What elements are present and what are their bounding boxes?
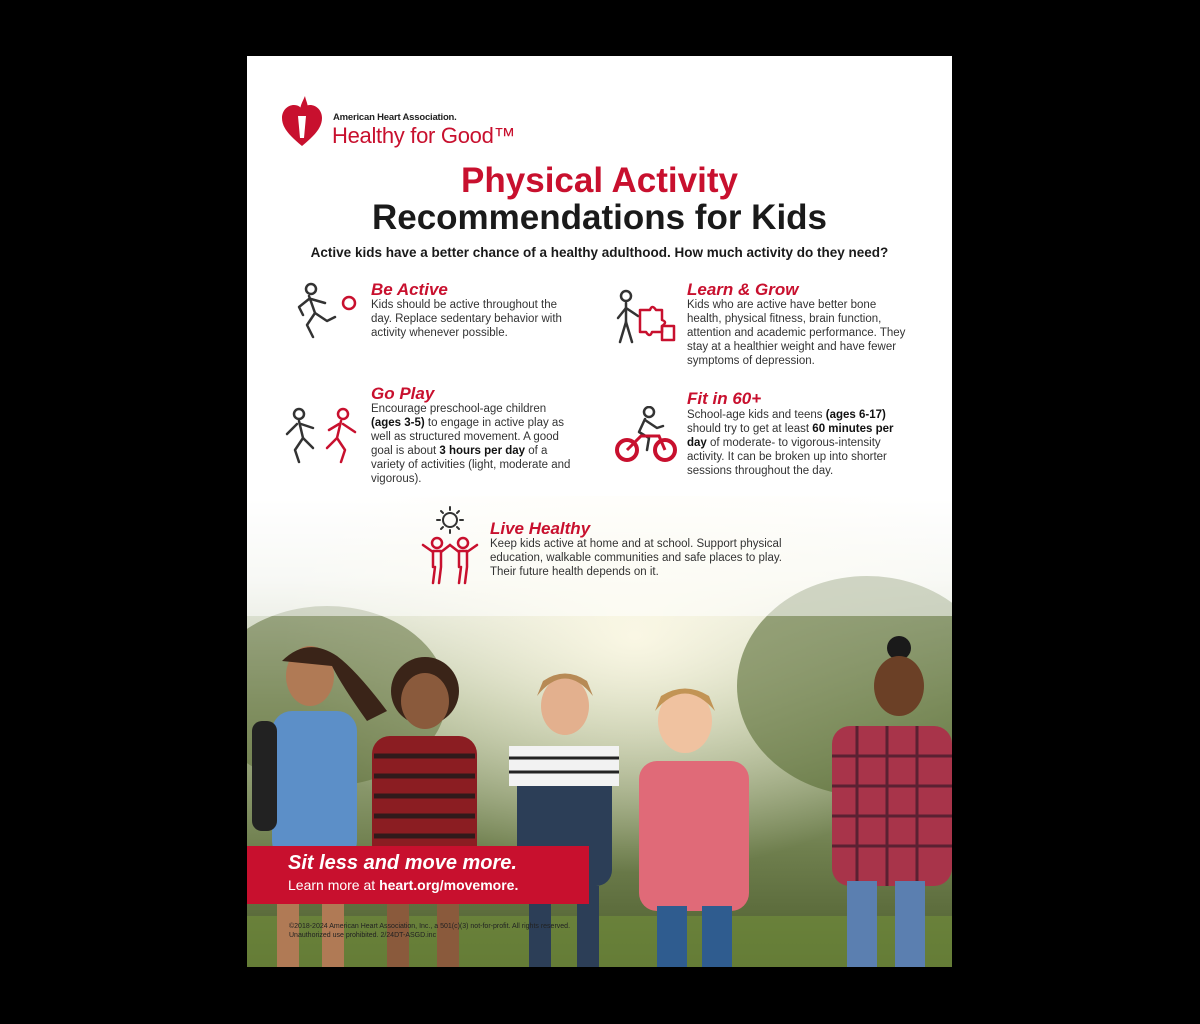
- be-active-heading: Be Active: [371, 280, 448, 299]
- kick-ball-icon: [295, 281, 359, 341]
- learn-grow-heading: Learn & Grow: [687, 280, 799, 299]
- heart-torch-icon: [280, 94, 324, 150]
- go-play-body-part5: of a variety of activities (light, moderate and vigorous).: [371, 445, 571, 485]
- learn-grow-body: Kids who are active have better bone health, physical fitness, brain function, attention and academic performance. They stay at a healthier weight and have fewer symptoms of depression.: [687, 299, 906, 367]
- fit-60-body-part5: of moderate- to vigorous-intensity activity. It can be broken up into shorter sessions throughout the day.: [687, 437, 887, 477]
- page-title-line1: Physical Activity: [461, 161, 738, 200]
- fit-60-body: [687, 408, 912, 478]
- be-active-body: Kids should be active throughout the day. Replace sedentary behavior with activity whenever possible.: [371, 299, 562, 339]
- kids-tag-icon: [285, 406, 365, 466]
- cta-learn-prefix: Learn more at: [288, 877, 380, 893]
- puzzle-person-icon: [612, 288, 682, 348]
- fit-60-ages: (ages 6-17): [825, 409, 886, 421]
- go-play-body-part1: Encourage preschool-age children: [371, 403, 547, 415]
- page-subtitle: Active kids have a better chance of a healthy adulthood. How much activity do they need?: [310, 245, 889, 260]
- fit-60-body-part1: School-age kids and teens: [687, 409, 826, 421]
- go-play-body: [371, 402, 576, 486]
- go-play-goal: 3 hours per day: [439, 445, 526, 457]
- kids-sun-icon: [419, 505, 481, 587]
- cta-learn-more: [288, 877, 518, 893]
- fit-60-body-part3: should try to get at least: [687, 423, 813, 435]
- fit-60-goal: 60 minutes per day: [687, 423, 894, 449]
- cta-headline: Sit less and move more.: [288, 852, 517, 874]
- go-play-ages: (ages 3-5): [371, 417, 425, 429]
- fit-60-heading: Fit in 60+: [687, 389, 762, 408]
- live-healthy-body: Keep kids active at home and at school. Support physical education, walkable communities and safe places to play. Their future health depends on it.: [490, 538, 782, 578]
- live-healthy-heading: Live Healthy: [490, 519, 591, 538]
- flyer-page: [247, 56, 952, 967]
- cta-link[interactable]: heart.org/movemore: [379, 877, 515, 893]
- go-play-heading: Go Play: [371, 384, 435, 403]
- logo-org-name: American Heart Association.: [333, 112, 457, 123]
- logo-tagline: Healthy for Good™: [332, 123, 516, 148]
- page-title-line2: Recommendations for Kids: [371, 198, 828, 237]
- copyright-notice: ©2018-2024 American Heart Association, Inc., a 501(c)(3) not-for-profit. All rights reserved. Unauthorized use prohibited. 2/24DT-ASGD.inc: [289, 923, 571, 939]
- cta-link-suffix: .: [514, 877, 519, 893]
- go-play-body-part3: to engage in active play as well as structured movement. A good goal is about: [371, 417, 565, 457]
- aha-logo[interactable]: [280, 94, 540, 150]
- bicycle-rider-icon: [615, 406, 679, 464]
